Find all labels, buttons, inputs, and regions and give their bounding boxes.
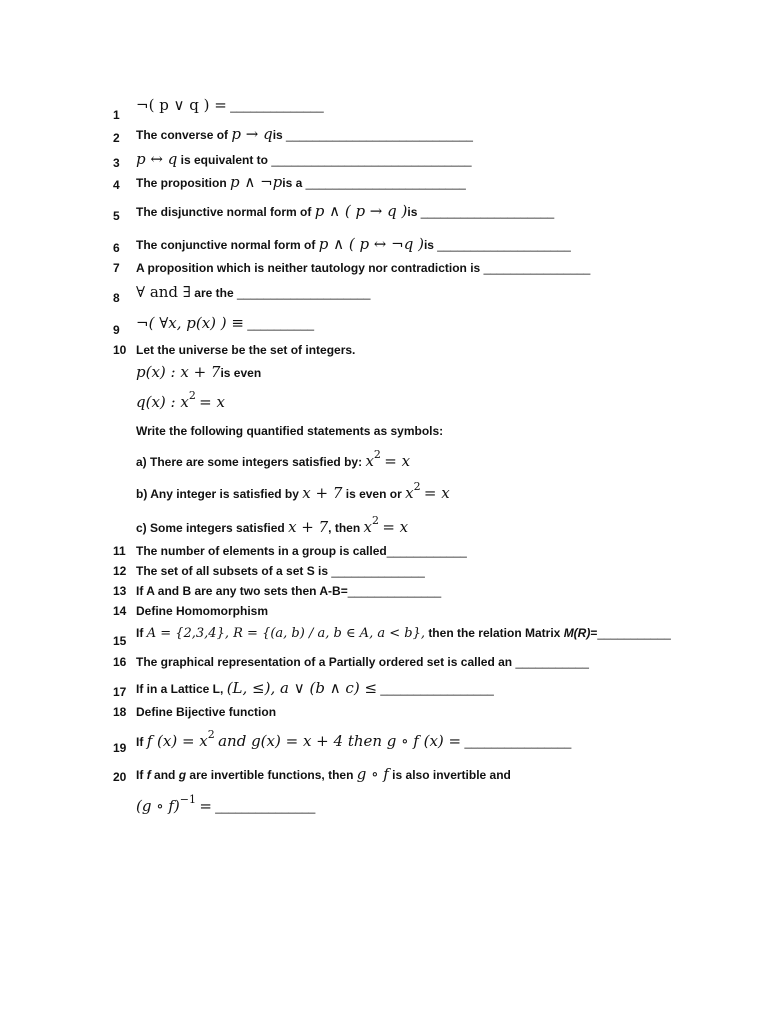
question-number: 9 [113,323,120,337]
answer-blank[interactable]: ___________ [597,626,671,640]
math-expression: p ∧ ¬p [230,173,283,191]
question-number: 17 [113,685,127,699]
question-text: is [407,205,418,219]
question-number: 10 [113,343,127,357]
question-text: If in a Lattice L, [136,682,224,696]
question-number: 8 [113,291,120,305]
question-text: is [272,128,283,142]
answer-blank[interactable]: ____________________________ [286,128,473,142]
question-text: Define Homomorphism [136,604,269,618]
question-text: is a [282,176,303,190]
question-number: 11 [113,544,126,558]
question-text: A proposition which is neither tautology nor contradiction is [136,261,481,275]
answer-blank[interactable]: __________ [247,317,315,331]
answer-blank[interactable]: ______________ [230,99,324,113]
answer-blank[interactable]: ____________________ [420,205,555,219]
answer-blank[interactable]: _________________ [380,682,494,696]
part-a: a) There are some integers satisfied by: x2 = x [136,448,411,470]
question-number: 2 [113,131,120,145]
question-text: Define Bijective function [136,705,277,719]
question-number: 3 [113,156,120,170]
answer-blank[interactable]: ______________ [347,584,442,598]
question-number: 1 [113,108,120,122]
math-expression: ¬( ∀x, p(x) ) ≡ [136,314,244,332]
question-text: are the [194,286,234,300]
inverse-expression: (g ∘ f)−1 = _______________ [136,793,316,815]
question-text: The graphical representation of a Partially ordered set is called an [136,655,513,669]
question-text: is [423,238,434,252]
definition-q: q(x) : x2 = x [136,389,225,411]
answer-blank[interactable]: ______________________________ [271,153,472,167]
answer-blank[interactable]: ______________ [331,564,425,578]
question-number: 16 [113,655,127,669]
math-expression: p ∧ ( p → q ) [314,202,408,220]
math-expression: p ∧ ( p ↔ ¬q ) [318,235,424,253]
question-text: is equivalent to [180,153,269,167]
question-number: 14 [113,604,127,618]
math-expression: f (x) = x [146,732,208,750]
math-expression: p ↔ q [136,150,178,168]
question-text: If A and B are any two sets then A-B= [136,584,348,598]
answer-blank[interactable]: ____________ [386,544,467,558]
question-number: 18 [113,705,127,719]
question-text: The converse of [136,128,229,142]
question-text: The conjunctive normal form of [136,238,316,252]
answer-blank[interactable]: ________________________ [305,176,466,190]
question-number: 20 [113,770,127,784]
math-expression: ∀ and ∃ [136,283,191,301]
math-expression: g ∘ f [356,765,389,783]
part-b: b) Any integer is satisfied by x + 7 is even or x2 = x [136,480,450,502]
instruction-text: Write the following quantified statements as symbols: [136,424,444,438]
answer-blank[interactable]: _______________ [215,800,316,814]
question-number: 12 [113,564,127,578]
math-expression: A = {2,3,4}, R = {(a, b) / a, b ∈ A, a < b}, [146,626,425,641]
question-text: The disjunctive normal form of [136,205,312,219]
part-c: c) Some integers satisfied x + 7, then x2 = x [136,514,409,536]
math-expression: q(x) : x [136,393,189,411]
question-text: The set of all subsets of a set S is [136,564,329,578]
question-text: The number of elements in a group is called [136,544,387,558]
math-expression: (L, ≤), a ∨ (b ∧ c) ≤ [226,679,378,697]
question-number: 7 [113,261,120,275]
math-expression: p → q [231,125,273,143]
math-expression: ¬( p ∨ q ) = [136,96,227,114]
question-text: Let the universe be the set of integers. [136,343,356,357]
question-number: 19 [113,741,127,755]
answer-blank[interactable]: ________________ [464,735,572,749]
answer-blank[interactable]: ___________ [515,655,589,669]
question-number: 13 [113,584,127,598]
definition-p: p(x) : x + 7is even [136,363,262,381]
question-number: 6 [113,241,120,255]
answer-blank[interactable]: ____________________ [236,286,371,300]
math-expression: p(x) : x + 7 [136,363,221,381]
question-number: 4 [113,178,120,192]
answer-blank[interactable]: ____________________ [437,238,571,252]
question-number: 5 [113,209,120,223]
question-number: 15 [113,634,127,648]
answer-blank[interactable]: ________________ [483,261,591,275]
question-text: The proposition [136,176,227,190]
